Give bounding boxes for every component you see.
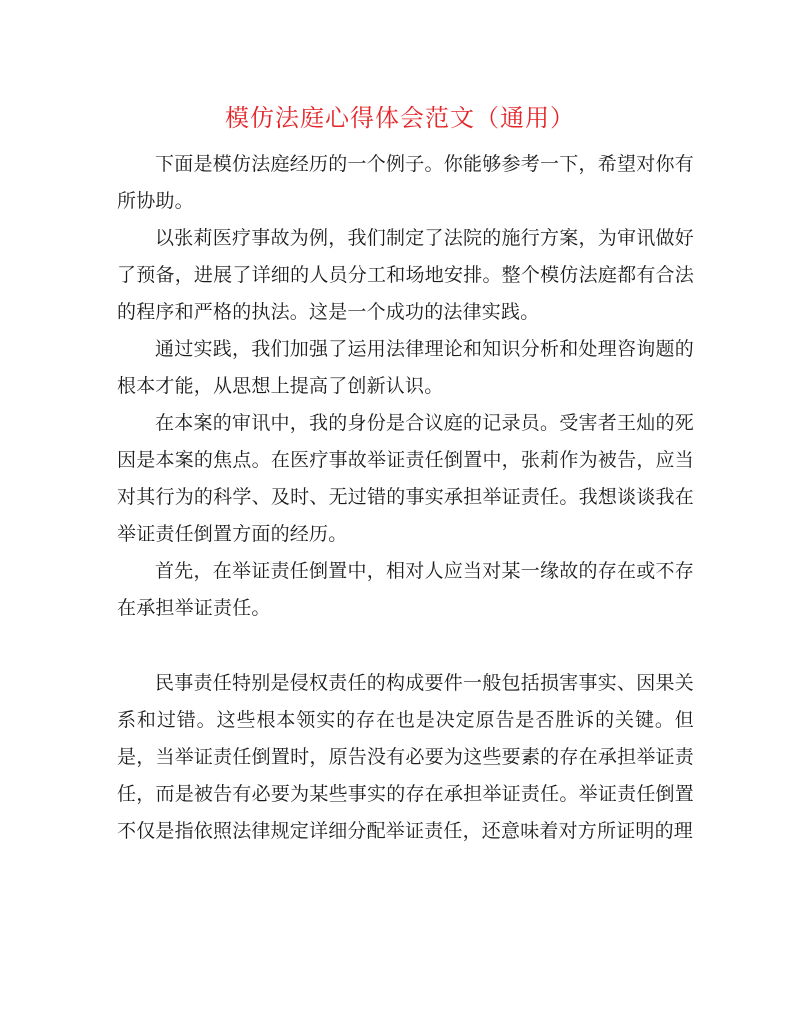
paragraph-intro: 下面是模仿法庭经历的一个例子。你能够参考一下，希望对你有所协助。 bbox=[117, 153, 694, 212]
document-title: 模仿法庭心得体会范文（通用） bbox=[225, 104, 575, 132]
paragraph-role: 在本案的审讯中，我的身份是合议庭的记录员。受害者王灿的死因是本案的焦点。在医疗事故举证责任倒置中，张莉作为被告，应当对其行为的科学、及时、无过错的事实承担举证责任。我想谈谈我在举证责任倒置方面的经历。 bbox=[117, 412, 694, 545]
document-body bbox=[117, 146, 694, 850]
paragraph-civil-liability: 民事责任特别是侵权责任的构成要件一般包括损害事实、因果关系和过错。这些根本领实的存在也是决定原告是否胜诉的关键。但是，当举证责任倒置时，原告没有必要为这些要素的存在承担举证责任，而是被告有必要为某些事实的存在承担举证责任。举证责任倒置不仅是指依照法律规定详细分配举证责任，还意味着对方所证明的理 bbox=[117, 672, 694, 842]
paragraph-case-example: 以张莉医疗事故为例，我们制定了法院的施行方案，为审讯做好了预备，进展了详细的人员分工和场地安排。整个模仿法庭都有合法的程序和严格的执法。这是一个成功的法律实践。 bbox=[117, 227, 694, 323]
paragraph-practice: 通过实践，我们加强了运用法律理论和知识分析和处理咨询题的根本才能，从思想上提高了创新认识。 bbox=[117, 338, 694, 397]
paragraph-first-point: 首先，在举证责任倒置中，相对人应当对某一缘故的存在或不存在承担举证责任。 bbox=[117, 560, 694, 619]
